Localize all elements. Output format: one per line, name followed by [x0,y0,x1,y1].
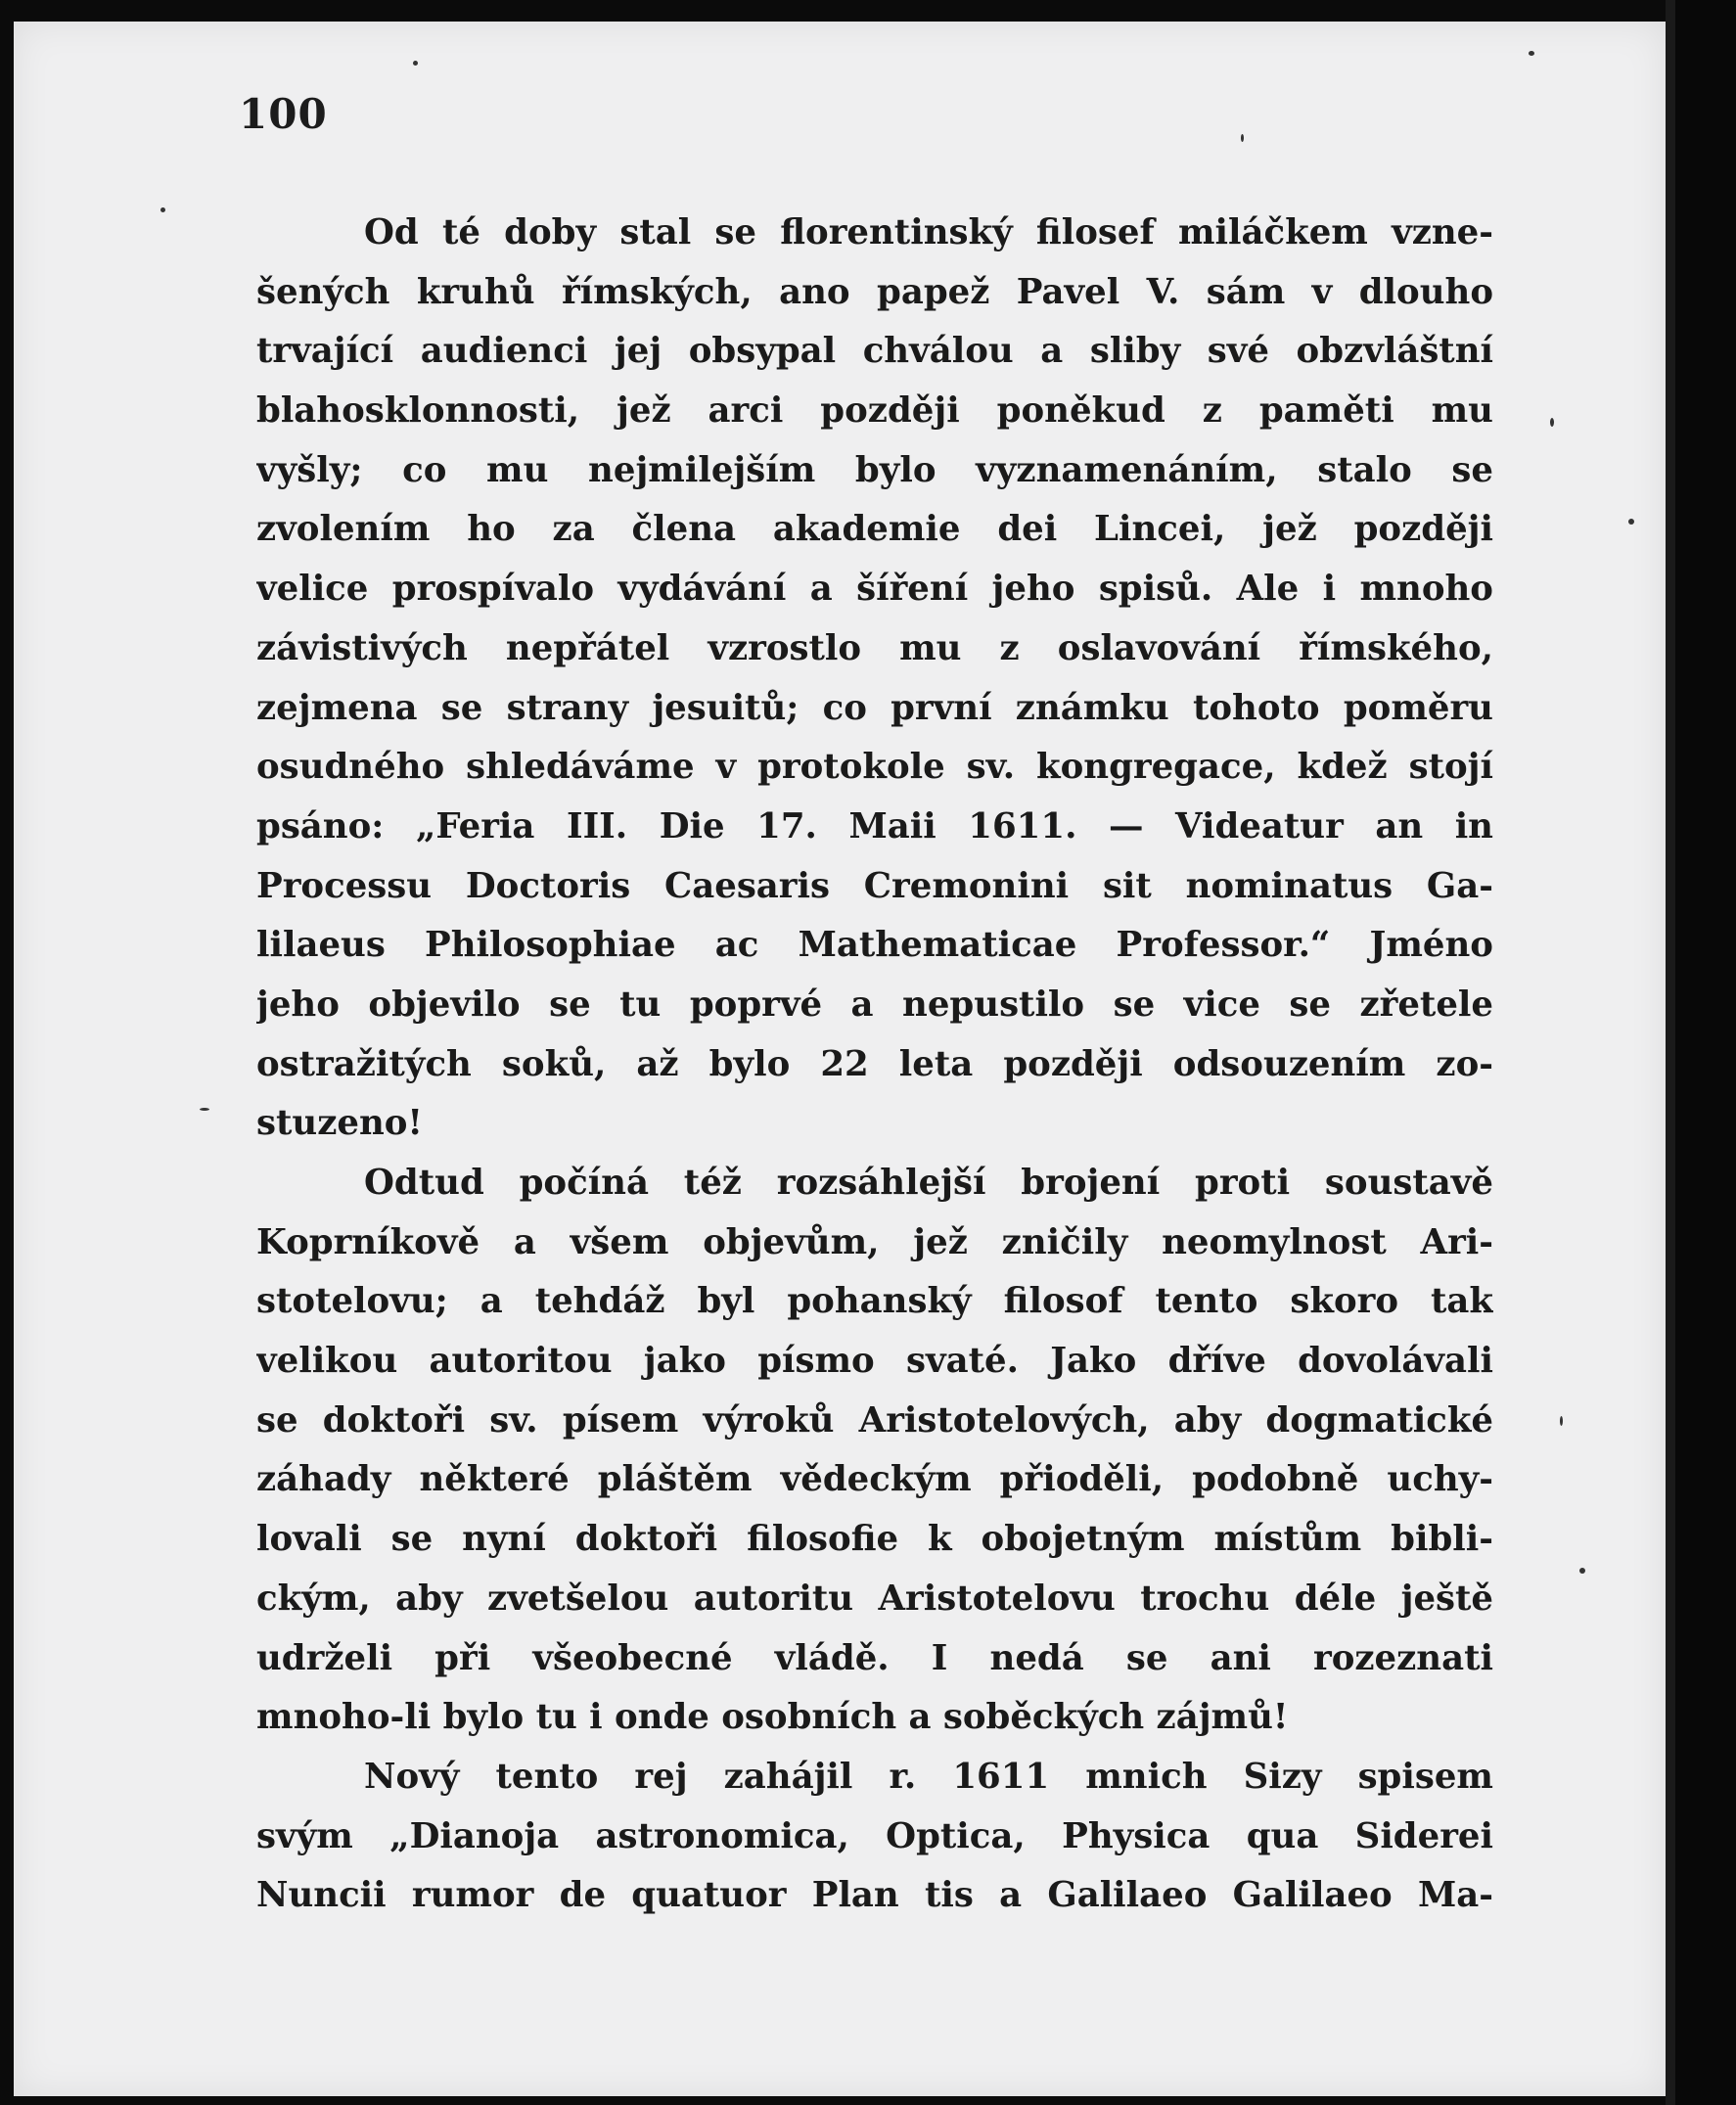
text-line: lilaeus Philosophiae ac Mathematicae Professor.“ Jméno [256,925,1493,966]
text-line: trvající audienci jej obsypal chválou a sliby své obzvláštní [256,331,1493,372]
text-line: stotelovu; a tehdáž byl pohanský filosof tento skoro tak [256,1281,1493,1322]
text-line: lovali se nyní doktoři filosofie k obojetným místům bibli- [256,1519,1493,1560]
text-line: velikou autoritou jako písmo svaté. Jako dříve dovolávali [256,1341,1493,1382]
text-line: Processu Doctoris Caesaris Cremonini sit nominatus Ga- [256,865,1493,906]
text-line: Od té doby stal se florentinský filosef miláčkem vzne- [364,212,1493,252]
text-line: psáno: „Feria III. Die 17. Maii 1611. — Videatur an in [256,805,1493,847]
ink-speck [1579,1568,1585,1574]
text-line: mnoho-li bylo tu i onde osobních a soběckých zájmů! [256,1697,1289,1738]
text-line: se doktoři sv. písem výroků Aristotelových, aby dogmatické [256,1399,1493,1441]
text-line: jeho objevilo se tu poprvé a nepustilo se vice se zřetele [256,984,1493,1025]
text-line: stuzeno! [256,1103,424,1144]
text-line: velice prospívalo vydávání a šíření jeho spisů. Ale i mnoho [256,569,1493,610]
text-line: udrželi při všeobecné vládě. I nedá se ani rozeznati [256,1637,1493,1678]
text-line: ostražitých soků, až bylo 22 leta později odsouzením zo- [256,1043,1493,1084]
text-line: vyšly; co mu nejmilejším bylo vyznamenáním, stalo se [256,449,1493,490]
text-line: závistivých nepřátel vzrostlo mu z oslavování římského, [256,627,1493,668]
ink-speck [1241,134,1244,142]
text-line: Odtud počíná též rozsáhlejší brojení proti soustavě [364,1163,1493,1203]
text-line: ckým, aby zvetšelou autoritu Aristotelovu trochu déle ještě [256,1578,1493,1619]
text-line: svým „Dianoja astronomica, Optica, Physica qua Siderei [256,1815,1493,1856]
ink-speck [413,61,418,66]
page-number: 100 [239,90,328,138]
text-line: záhady některé pláštěm vědeckým přioděli, podobně uchy- [256,1459,1493,1500]
scan-border [1675,0,1736,2105]
text-line: zvolením ho za člena akademie dei Lincei, jež později [256,509,1493,550]
text-line: zejmena se strany jesuitů; co první známku tohoto poměru [256,687,1493,728]
page-edge-shadow [1666,0,1675,2105]
ink-speck [1550,418,1554,427]
text-line: blahosklonnosti, jež arci později poněkud z paměti mu [256,390,1493,432]
text-line: osudného shledáváme v protokole sv. kongregace, kdež stojí [256,747,1493,788]
body-text [256,204,1493,1926]
text-line: Nuncii rumor de quatuor Plan tis a Galilaeo Galilaeo Ma- [256,1875,1493,1916]
text-line: šených kruhů římských, ano papež Pavel V. sám v dlouho [256,271,1493,312]
book-page [14,22,1666,2096]
ink-speck [1529,51,1534,56]
ink-speck [1628,519,1634,525]
text-line: Koprníkově a všem objevům, jež zničily neomylnost Ari- [256,1221,1493,1262]
ink-speck [160,207,165,212]
ink-speck [1560,1416,1563,1426]
ink-speck [200,1108,209,1111]
text-line: Nový tento rej zahájil r. 1611 mnich Sizy spisem [364,1756,1493,1797]
